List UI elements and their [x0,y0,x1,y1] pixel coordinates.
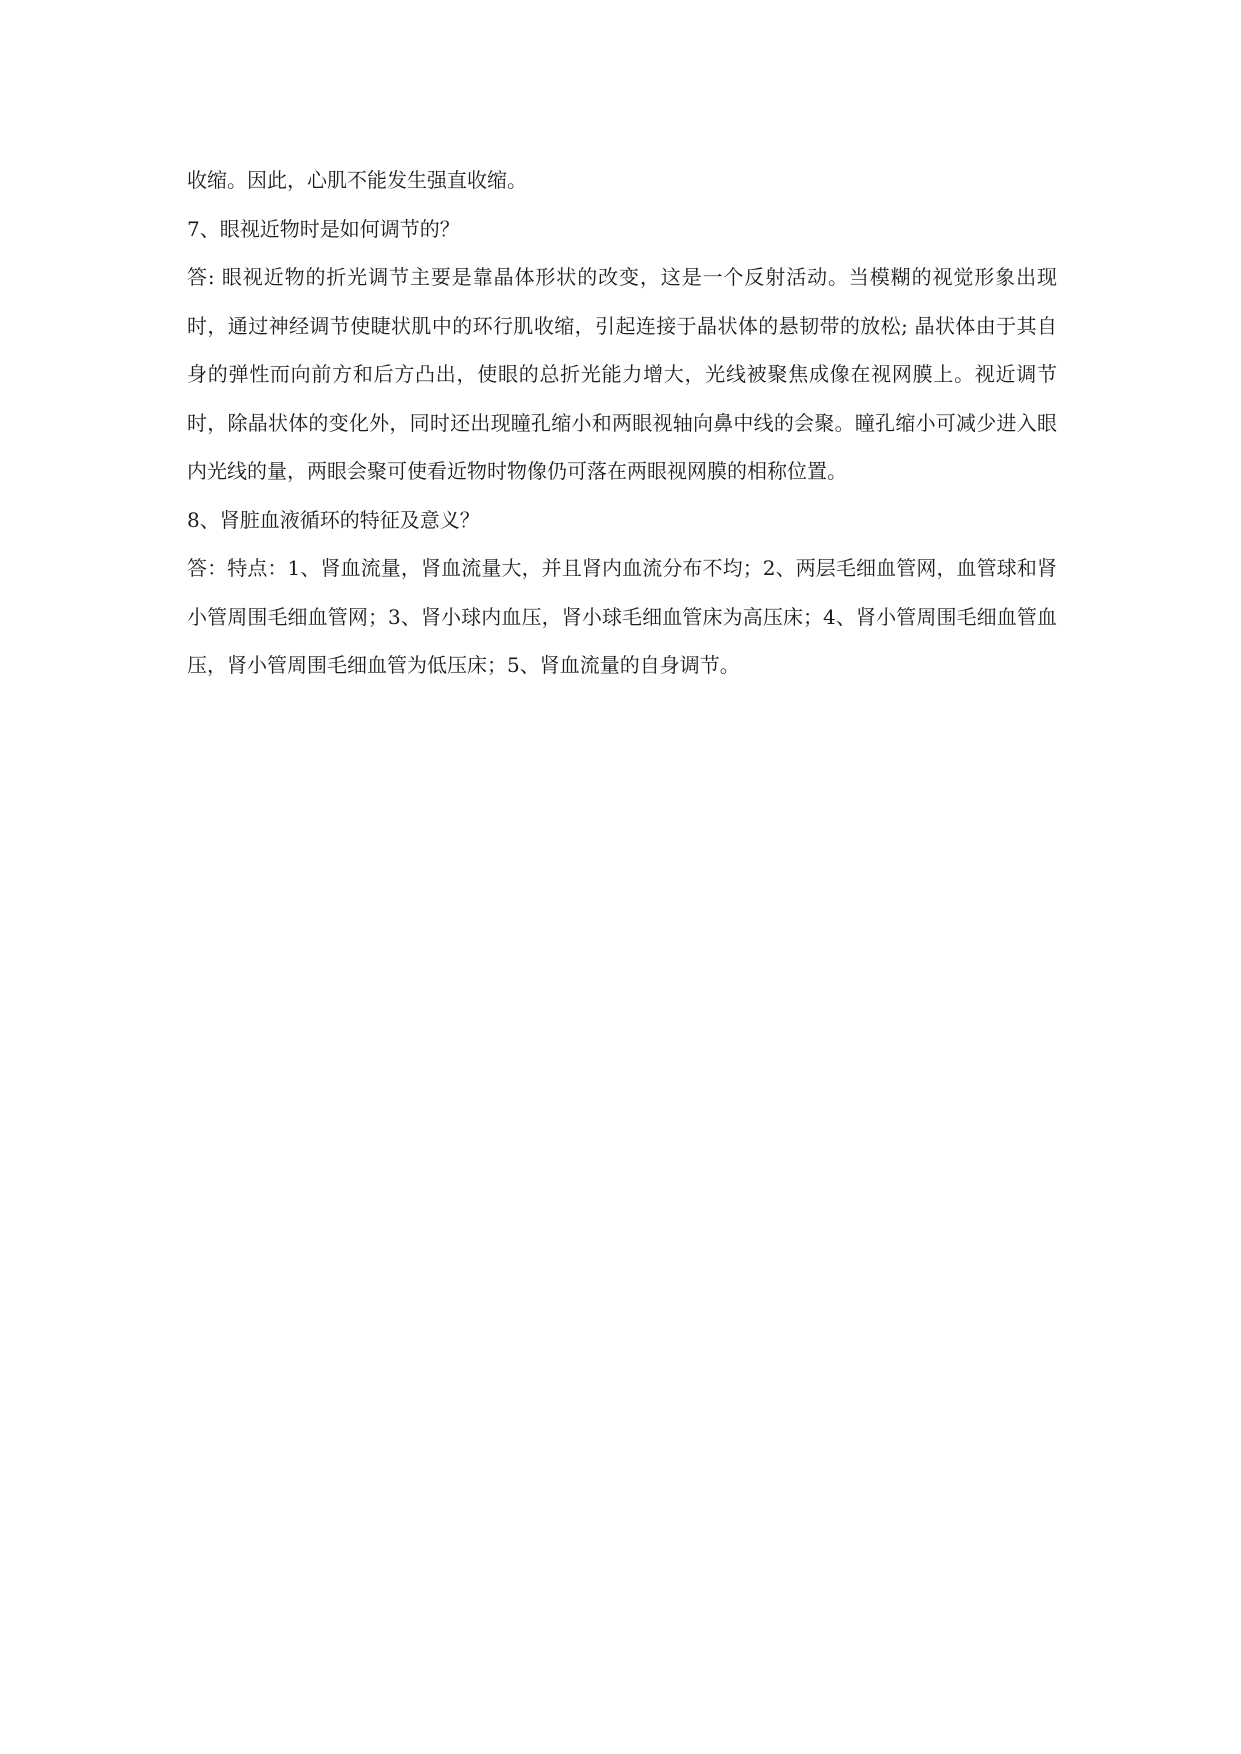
question-7: 7、眼视近物时是如何调节的？ [187,216,460,241]
question-8: 8、肾脏血液循环的特征及意义？ [187,507,480,532]
answer-8: 答：特点：1、肾血流量，肾血流量大，并且肾内血流分布不均；2、两层毛细血管网，血管球和肾小管周围毛细血管网；3、肾小球内血压，肾小球毛细血管床为高压床；4、肾小管周围毛细血管血压，肾小管周围毛细血管为低压床；5、肾血流量的自身调节。 [187,556,1057,677]
answer-7: 答: 眼视近物的折光调节主要是靠晶体形状的改变，这是一个反射活动。当模糊的视觉形象出现时，通过神经调节使睫状肌中的环行肌收缩，引起连接于晶状体的悬韧带的放松; 晶状体由于其自身的弹性而向前方和后方凸出，使眼的总折光能力增大，光线被聚焦成像在视网膜上。视近调节时，除晶状体的变化外，同时还出现瞳孔缩小和两眼视轴向鼻中线的会聚。瞳孔缩小可减少进入眼内光线的量，两眼会聚可使看近物时物像仍可落在两眼视网膜的相称位置。 [187,265,1057,483]
continuation-text: 收缩。因此，心肌不能发生强直收缩。 [187,168,527,192]
document-body [187,156,1057,690]
